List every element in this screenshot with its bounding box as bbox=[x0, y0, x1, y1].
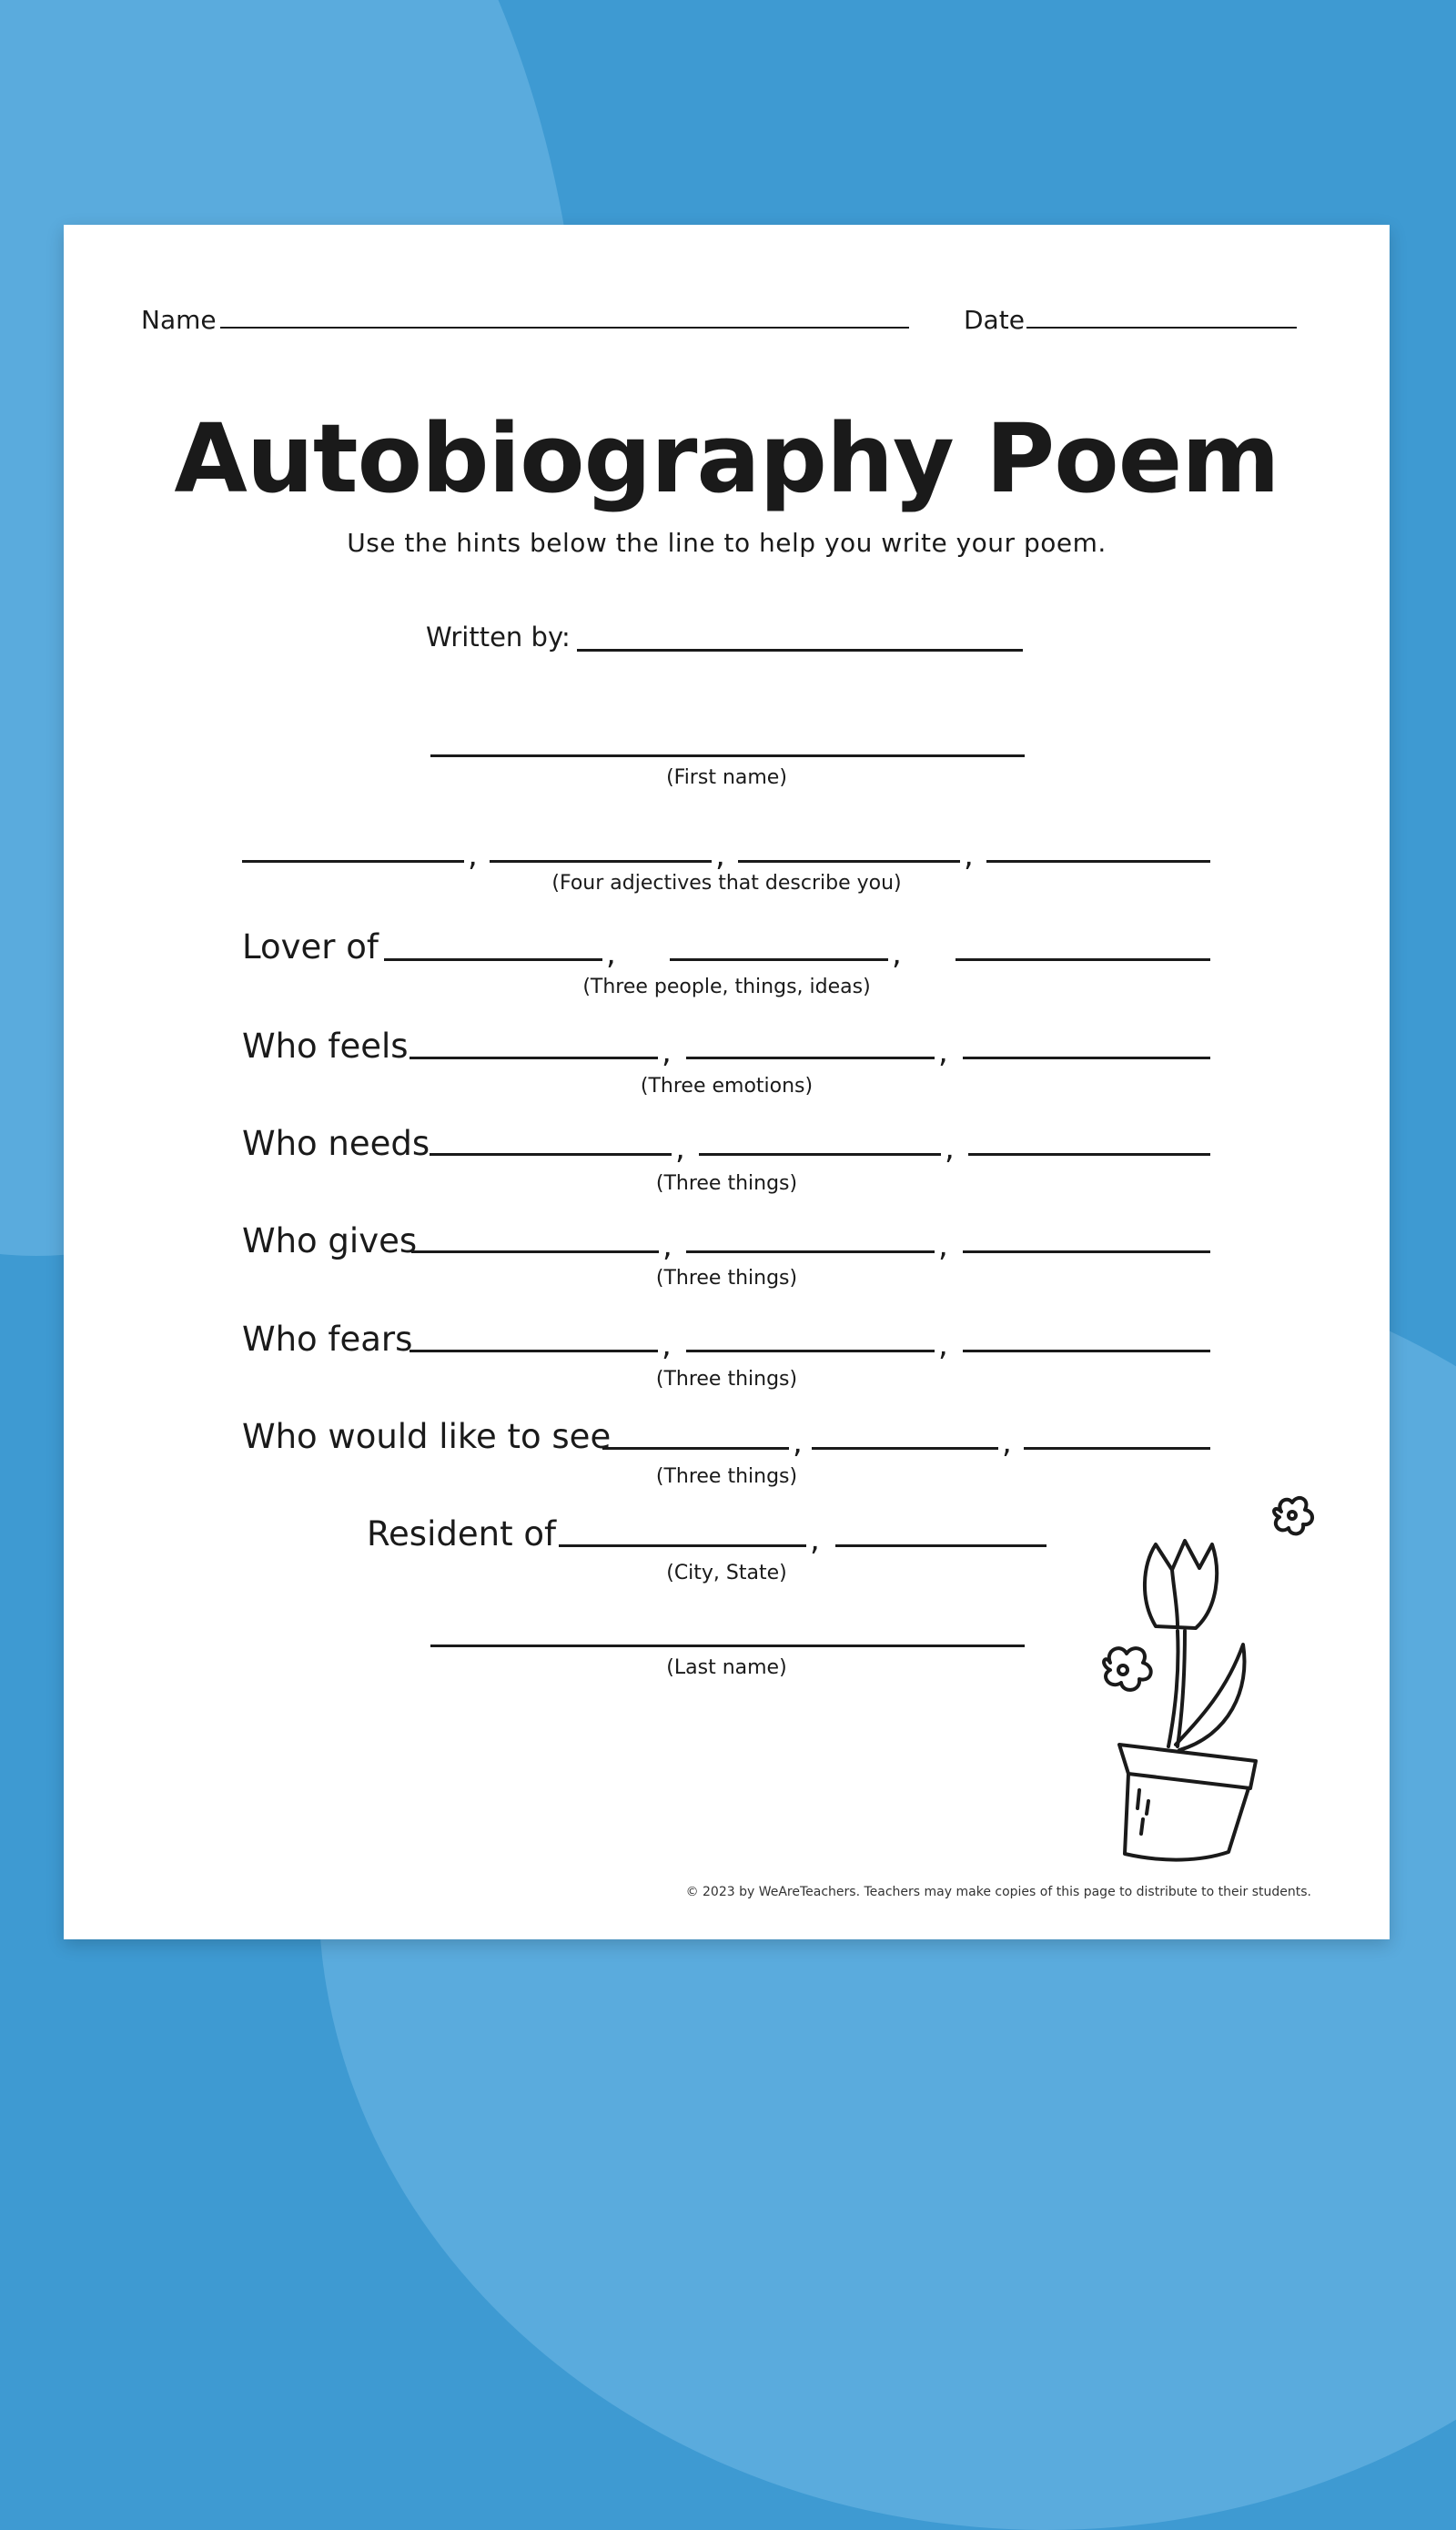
comma: , bbox=[662, 1327, 672, 1363]
prompt-resident-of: Resident of bbox=[367, 1514, 556, 1553]
gives-line-1[interactable] bbox=[411, 1250, 659, 1253]
first-name-line[interactable] bbox=[430, 754, 1025, 757]
hint-who-needs: (Three things) bbox=[655, 1172, 798, 1195]
last-name-line[interactable] bbox=[430, 1644, 1025, 1647]
comma: , bbox=[662, 1228, 672, 1264]
comma: , bbox=[964, 837, 974, 874]
comma: , bbox=[892, 936, 902, 972]
needs-line-2[interactable] bbox=[699, 1153, 941, 1156]
see-line-2[interactable] bbox=[812, 1447, 998, 1450]
comma: , bbox=[662, 1034, 672, 1070]
page-subtitle: Use the hints below the line to help you write your poem. bbox=[347, 528, 1107, 558]
copyright-footer: © 2023 by WeAreTeachers. Teachers may make copies of this page to distribute to their students. bbox=[685, 1885, 1311, 1899]
name-label: Name bbox=[141, 305, 217, 335]
flower-pot-icon bbox=[1083, 1481, 1320, 1863]
comma: , bbox=[938, 1327, 948, 1363]
comma: , bbox=[715, 837, 725, 874]
adjective-line-2[interactable] bbox=[490, 860, 712, 863]
prompt-lover-of: Lover of bbox=[242, 927, 379, 966]
gives-line-3[interactable] bbox=[963, 1250, 1210, 1253]
date-label: Date bbox=[964, 305, 1025, 335]
comma: , bbox=[675, 1130, 685, 1167]
hint-resident-of: (City, State) bbox=[666, 1562, 787, 1584]
hint-last-name: (Last name) bbox=[666, 1656, 787, 1679]
date-line[interactable] bbox=[1026, 327, 1297, 329]
hint-who-feels: (Three emotions) bbox=[640, 1075, 814, 1098]
written-by-label: Written by: bbox=[426, 622, 571, 653]
fears-line-1[interactable] bbox=[410, 1350, 658, 1352]
prompt-who-fears: Who fears bbox=[242, 1320, 413, 1359]
comma: , bbox=[1002, 1424, 1012, 1461]
page-title: Autobiography Poem bbox=[174, 403, 1279, 514]
prompt-who-needs: Who needs bbox=[242, 1124, 430, 1163]
hint-adjectives: (Four adjectives that describe you) bbox=[551, 872, 902, 895]
written-by-line[interactable] bbox=[577, 649, 1023, 652]
fears-line-3[interactable] bbox=[963, 1350, 1210, 1352]
comma: , bbox=[468, 837, 478, 874]
prompt-who-gives: Who gives bbox=[242, 1221, 418, 1260]
see-line-3[interactable] bbox=[1024, 1447, 1210, 1450]
comma: , bbox=[606, 936, 616, 972]
resident-state-line[interactable] bbox=[835, 1544, 1046, 1547]
feels-line-3[interactable] bbox=[963, 1057, 1210, 1059]
hint-who-would-like-to-see: (Three things) bbox=[655, 1465, 798, 1488]
needs-line-3[interactable] bbox=[968, 1153, 1210, 1156]
lover-of-line-2[interactable] bbox=[670, 958, 888, 961]
comma: , bbox=[938, 1228, 948, 1264]
hint-lover-of: (Three people, things, ideas) bbox=[582, 976, 871, 998]
fears-line-2[interactable] bbox=[686, 1350, 935, 1352]
hint-first-name: (First name) bbox=[666, 766, 787, 789]
adjective-line-3[interactable] bbox=[738, 860, 960, 863]
name-line[interactable] bbox=[220, 327, 909, 329]
comma: , bbox=[810, 1522, 820, 1558]
hint-who-gives: (Three things) bbox=[655, 1267, 798, 1290]
hint-who-fears: (Three things) bbox=[655, 1368, 798, 1391]
adjective-line-4[interactable] bbox=[986, 860, 1210, 863]
worksheet-page bbox=[64, 225, 1390, 1939]
feels-line-1[interactable] bbox=[410, 1057, 658, 1059]
comma: , bbox=[938, 1034, 948, 1070]
lover-of-line-1[interactable] bbox=[384, 958, 602, 961]
needs-line-1[interactable] bbox=[430, 1153, 672, 1156]
adjective-line-1[interactable] bbox=[242, 860, 464, 863]
feels-line-2[interactable] bbox=[686, 1057, 935, 1059]
see-line-1[interactable] bbox=[602, 1447, 789, 1450]
comma: , bbox=[793, 1424, 803, 1461]
lover-of-line-3[interactable] bbox=[956, 958, 1210, 961]
comma: , bbox=[945, 1130, 955, 1167]
prompt-who-feels: Who feels bbox=[242, 1027, 409, 1066]
gives-line-2[interactable] bbox=[686, 1250, 935, 1253]
resident-city-line[interactable] bbox=[559, 1544, 806, 1547]
prompt-who-would-like-to-see: Who would like to see bbox=[242, 1417, 612, 1456]
